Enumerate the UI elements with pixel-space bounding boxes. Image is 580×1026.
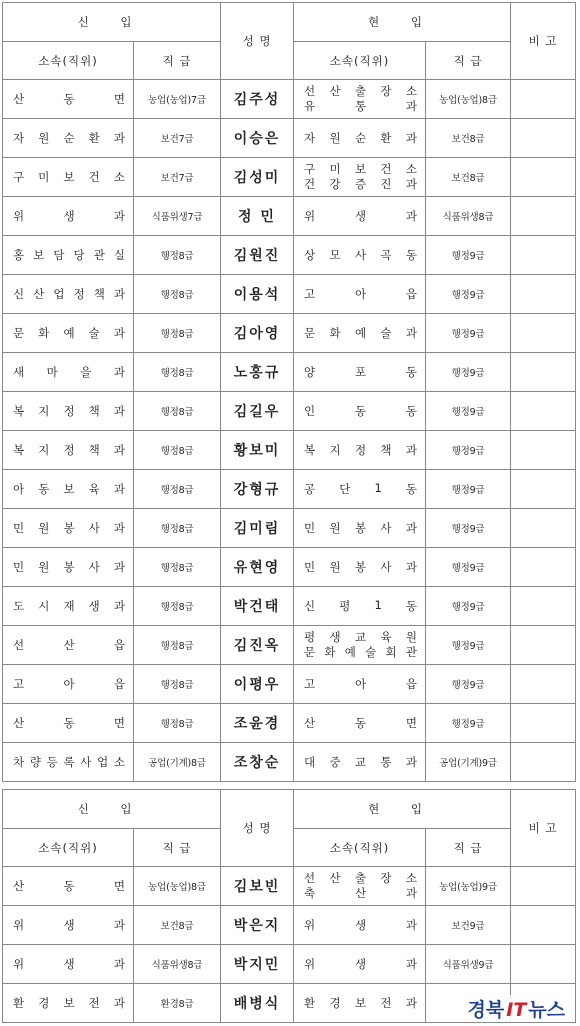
employee-name-cell: 조창순 [221, 743, 294, 782]
table-row [3, 743, 576, 782]
current-dept-cell-line: 위 생 과 [304, 209, 417, 223]
note-cell [511, 906, 576, 945]
new-dept-cell-line: 신 산 업 정 책 과 [13, 287, 125, 301]
table-row [3, 236, 576, 275]
current-dept-cell [294, 80, 426, 119]
new-dept-cell [3, 906, 134, 945]
employee-name-cell: 이평우 [221, 665, 294, 704]
current-grade-cell: 행정9급 [426, 626, 511, 665]
new-grade-cell: 농업(농업)8급 [134, 867, 221, 906]
current-dept-cell-line: 상 모 사 곡 동 [304, 248, 417, 262]
new-dept-cell [3, 197, 134, 236]
current-dept-cell [294, 197, 426, 236]
current-dept-cell-line: 민 원 봉 사 과 [304, 560, 417, 574]
note-cell [511, 353, 576, 392]
current-dept-cell [294, 867, 426, 906]
current-dept-cell [294, 158, 426, 197]
new-dept-header: 소속(직위) [3, 829, 134, 867]
new-dept-cell-line: 복 지 정 책 과 [13, 404, 125, 418]
current-dept-cell-line: 복 지 정 책 과 [304, 443, 417, 457]
new-dept-cell [3, 704, 134, 743]
current-dept-cell [294, 353, 426, 392]
new-dept-cell [3, 945, 134, 984]
current-dept-cell [294, 945, 426, 984]
current-dept-cell [294, 119, 426, 158]
employee-name-cell: 김주성 [221, 80, 294, 119]
current-grade-cell: 행정9급 [426, 509, 511, 548]
new-grade-cell: 행정8급 [134, 353, 221, 392]
current-grade-cell: 농업(농업)8급 [426, 80, 511, 119]
new-grade-cell: 행정8급 [134, 392, 221, 431]
current-dept-cell-line: 신 평 1 동 [304, 598, 417, 613]
note-cell [511, 867, 576, 906]
new-dept-cell-line: 위 생 과 [13, 209, 125, 223]
note-cell [511, 470, 576, 509]
current-dept-cell [294, 626, 426, 665]
employee-name-cell: 이용석 [221, 275, 294, 314]
new-grade-cell: 보건7급 [134, 158, 221, 197]
current-grade-cell: 행정9급 [426, 587, 511, 626]
new-dept-cell-line: 자 원 순 환 과 [13, 131, 125, 145]
new-grade-cell: 행정8급 [134, 704, 221, 743]
new-dept-cell-line: 선 산 읍 [13, 638, 125, 652]
current-dept-cell [294, 509, 426, 548]
current-dept-cell-line: 위 생 과 [304, 918, 417, 932]
employee-name-cell: 배병식 [221, 984, 294, 1023]
current-grade-cell: 식품위생8급 [426, 197, 511, 236]
note-cell [511, 704, 576, 743]
current-dept-cell-line: 건 강 증 진 과 [304, 177, 417, 191]
table-row [3, 392, 576, 431]
new-dept-cell-line: 아 동 보 육 과 [13, 482, 125, 496]
new-dept-header: 소속(직위) [3, 42, 134, 80]
logo-text-1: 경북 [467, 999, 505, 1021]
current-grade-cell: 보건8급 [426, 158, 511, 197]
current-dept-cell-line: 평 생 교 육 원 [304, 630, 417, 644]
current-dept-cell-line: 선 산 출 장 소 [304, 871, 417, 885]
current-dept-cell-line: 문 화 예 술 회 관 [304, 645, 417, 659]
new-dept-cell [3, 353, 134, 392]
table-row [3, 314, 576, 353]
table-row [3, 80, 576, 119]
table-row [3, 197, 576, 236]
current-dept-cell-line: 축 산 과 [304, 886, 417, 900]
current-dept-cell [294, 906, 426, 945]
new-grade-cell: 식품위생8급 [134, 945, 221, 984]
new-dept-cell [3, 665, 134, 704]
note-cell [511, 158, 576, 197]
table-row [3, 119, 576, 158]
gyeongbuk-it-news-logo [465, 995, 568, 1022]
employee-name-cell: 박은지 [221, 906, 294, 945]
note-cell [511, 509, 576, 548]
current-dept-header: 소속(직위) [294, 42, 426, 80]
new-grade-cell: 환경8급 [134, 984, 221, 1023]
current-grade-cell: 식품위생9급 [426, 945, 511, 984]
table-row [3, 353, 576, 392]
new-dept-cell-line: 도 시 재 생 과 [13, 599, 125, 613]
name-header: 성 명 [221, 3, 294, 80]
new-grade-cell: 행정8급 [134, 314, 221, 353]
new-grade-cell: 행정8급 [134, 470, 221, 509]
note-cell [511, 548, 576, 587]
new-dept-cell [3, 509, 134, 548]
note-cell [511, 236, 576, 275]
current-dept-cell-line: 고 아 읍 [304, 677, 417, 691]
new-dept-cell-line: 환 경 보 전 과 [13, 996, 125, 1010]
current-dept-cell-line: 유 통 과 [304, 99, 417, 113]
new-dept-cell-line: 산 동 면 [13, 92, 125, 106]
current-grade-cell: 행정9급 [426, 392, 511, 431]
note-cell [511, 626, 576, 665]
table-row [3, 158, 576, 197]
current-dept-cell [294, 548, 426, 587]
new-dept-cell [3, 431, 134, 470]
employee-name-cell: 유현영 [221, 548, 294, 587]
current-dept-cell [294, 392, 426, 431]
employee-name-cell: 김보빈 [221, 867, 294, 906]
employee-name-cell: 박건태 [221, 587, 294, 626]
new-dept-cell [3, 275, 134, 314]
current-dept-cell [294, 314, 426, 353]
new-grade-cell: 행정8급 [134, 626, 221, 665]
current-grade-cell: 행정9급 [426, 275, 511, 314]
new-dept-cell-line: 차 량 등 록 사 업 소 [13, 755, 125, 769]
current-dept-cell-line: 양 포 동 [304, 365, 417, 379]
current-dept-cell [294, 984, 426, 1023]
new-dept-cell-line: 민 원 봉 사 과 [13, 521, 125, 535]
note-cell [511, 314, 576, 353]
current-dept-cell-line: 위 생 과 [304, 957, 417, 971]
transfer-table-1-body [3, 80, 576, 782]
current-grade-cell: 행정9급 [426, 236, 511, 275]
new-grade-cell: 식품위생7급 [134, 197, 221, 236]
new-dept-cell [3, 80, 134, 119]
note-cell [511, 431, 576, 470]
new-dept-cell [3, 867, 134, 906]
current-dept-cell-line: 자 원 순 환 과 [304, 131, 417, 145]
note-cell [511, 80, 576, 119]
current-grade-cell: 보건8급 [426, 119, 511, 158]
current-dept-cell [294, 470, 426, 509]
table-row [3, 867, 576, 906]
new-grade-cell: 행정8급 [134, 548, 221, 587]
employee-name-cell: 이승은 [221, 119, 294, 158]
new-dept-cell-line: 문 화 예 술 과 [13, 326, 125, 340]
new-grade-cell: 행정8급 [134, 665, 221, 704]
table-row [3, 945, 576, 984]
current-dept-cell-line: 고 아 읍 [304, 287, 417, 301]
employee-name-cell: 정 민 [221, 197, 294, 236]
table-row [3, 509, 576, 548]
table-row [3, 431, 576, 470]
current-dept-header: 소속(직위) [294, 829, 426, 867]
current-dept-cell [294, 431, 426, 470]
table-row [3, 470, 576, 509]
new-dept-cell-line: 산 동 면 [13, 716, 125, 730]
new-grade-header: 직 급 [134, 829, 221, 867]
new-post-header: 신 입 [3, 3, 221, 42]
current-post-header: 현 입 [294, 3, 511, 42]
employee-name-cell: 김미림 [221, 509, 294, 548]
new-dept-cell-line: 위 생 과 [13, 957, 125, 971]
new-grade-cell: 행정8급 [134, 509, 221, 548]
new-dept-cell-line: 산 동 면 [13, 879, 125, 893]
current-grade-cell: 행정9급 [426, 431, 511, 470]
table-row [3, 906, 576, 945]
note-cell [511, 119, 576, 158]
current-grade-cell: 공업(기계)9급 [426, 743, 511, 782]
new-dept-cell [3, 548, 134, 587]
note-cell [511, 197, 576, 236]
employee-name-cell: 조윤경 [221, 704, 294, 743]
current-dept-cell-line: 문 화 예 술 과 [304, 326, 417, 340]
table-row [3, 626, 576, 665]
current-grade-cell: 농업(농업)9급 [426, 867, 511, 906]
new-dept-cell [3, 236, 134, 275]
new-grade-header: 직 급 [134, 42, 221, 80]
transfer-table-2 [2, 789, 576, 1023]
current-dept-cell-line: 대 중 교 통 과 [304, 755, 417, 769]
new-dept-cell-line: 복 지 정 책 과 [13, 443, 125, 457]
new-dept-cell-line: 홍 보 담 당 관 실 [13, 248, 125, 262]
current-grade-header: 직 급 [426, 42, 511, 80]
new-dept-cell [3, 314, 134, 353]
table-row [3, 587, 576, 626]
new-dept-cell-line: 새 마 을 과 [13, 365, 125, 379]
current-dept-cell-line: 공 단 1 동 [304, 481, 417, 496]
current-dept-cell [294, 743, 426, 782]
new-dept-cell [3, 587, 134, 626]
table-row [3, 704, 576, 743]
note-cell [511, 743, 576, 782]
name-header: 성 명 [221, 790, 294, 867]
new-dept-cell [3, 158, 134, 197]
new-dept-cell [3, 392, 134, 431]
current-dept-cell-line: 선 산 출 장 소 [304, 84, 417, 98]
new-dept-cell-line: 위 생 과 [13, 918, 125, 932]
new-grade-cell: 농업(농업)7급 [134, 80, 221, 119]
logo-text-2: IT [506, 999, 527, 1021]
current-dept-cell [294, 275, 426, 314]
note-cell [511, 587, 576, 626]
employee-name-cell: 김진옥 [221, 626, 294, 665]
current-post-header: 현 입 [294, 790, 511, 829]
employee-name-cell: 김아영 [221, 314, 294, 353]
current-grade-cell: 행정9급 [426, 314, 511, 353]
note-header: 비 고 [511, 3, 576, 80]
current-dept-cell [294, 665, 426, 704]
employee-name-cell: 김원진 [221, 236, 294, 275]
new-grade-cell: 공업(기계)8급 [134, 743, 221, 782]
current-grade-header: 직 급 [426, 829, 511, 867]
current-grade-cell: 행정9급 [426, 665, 511, 704]
current-grade-cell: 행정9급 [426, 353, 511, 392]
new-dept-cell [3, 119, 134, 158]
table-row [3, 665, 576, 704]
new-dept-cell [3, 470, 134, 509]
employee-name-cell: 황보미 [221, 431, 294, 470]
employee-name-cell: 강형규 [221, 470, 294, 509]
current-dept-cell [294, 704, 426, 743]
new-grade-cell: 보건8급 [134, 906, 221, 945]
new-dept-cell [3, 626, 134, 665]
logo-text-3: 뉴스 [528, 999, 565, 1021]
employee-name-cell: 노홍규 [221, 353, 294, 392]
note-header: 비 고 [511, 790, 576, 867]
note-cell [511, 392, 576, 431]
note-cell [511, 275, 576, 314]
new-grade-cell: 행정8급 [134, 431, 221, 470]
table-row [3, 548, 576, 587]
new-grade-cell: 행정8급 [134, 236, 221, 275]
current-grade-cell: 행정9급 [426, 704, 511, 743]
employee-name-cell: 박지민 [221, 945, 294, 984]
note-cell [511, 945, 576, 984]
current-grade-cell: 행정9급 [426, 470, 511, 509]
current-grade-cell: 보건9급 [426, 906, 511, 945]
current-grade-cell: 행정9급 [426, 548, 511, 587]
current-dept-cell-line: 환 경 보 전 과 [304, 996, 417, 1010]
new-grade-cell: 보건7급 [134, 119, 221, 158]
table-row [3, 275, 576, 314]
current-dept-cell [294, 236, 426, 275]
employee-name-cell: 김성미 [221, 158, 294, 197]
note-cell [511, 665, 576, 704]
new-dept-cell-line: 고 아 읍 [13, 677, 125, 691]
transfer-table-1 [2, 2, 576, 782]
current-dept-cell-line: 민 원 봉 사 과 [304, 521, 417, 535]
new-dept-cell-line: 민 원 봉 사 과 [13, 560, 125, 574]
new-post-header: 신 입 [3, 790, 221, 829]
current-dept-cell-line: 구 미 보 건 소 [304, 162, 417, 176]
new-dept-cell-line: 구 미 보 건 소 [13, 170, 125, 184]
current-dept-cell-line: 인 동 동 [304, 404, 417, 418]
employee-name-cell: 김길우 [221, 392, 294, 431]
current-dept-cell [294, 587, 426, 626]
new-grade-cell: 행정8급 [134, 275, 221, 314]
new-grade-cell: 행정8급 [134, 587, 221, 626]
current-dept-cell-line: 산 동 면 [304, 716, 417, 730]
new-dept-cell [3, 984, 134, 1023]
new-dept-cell [3, 743, 134, 782]
